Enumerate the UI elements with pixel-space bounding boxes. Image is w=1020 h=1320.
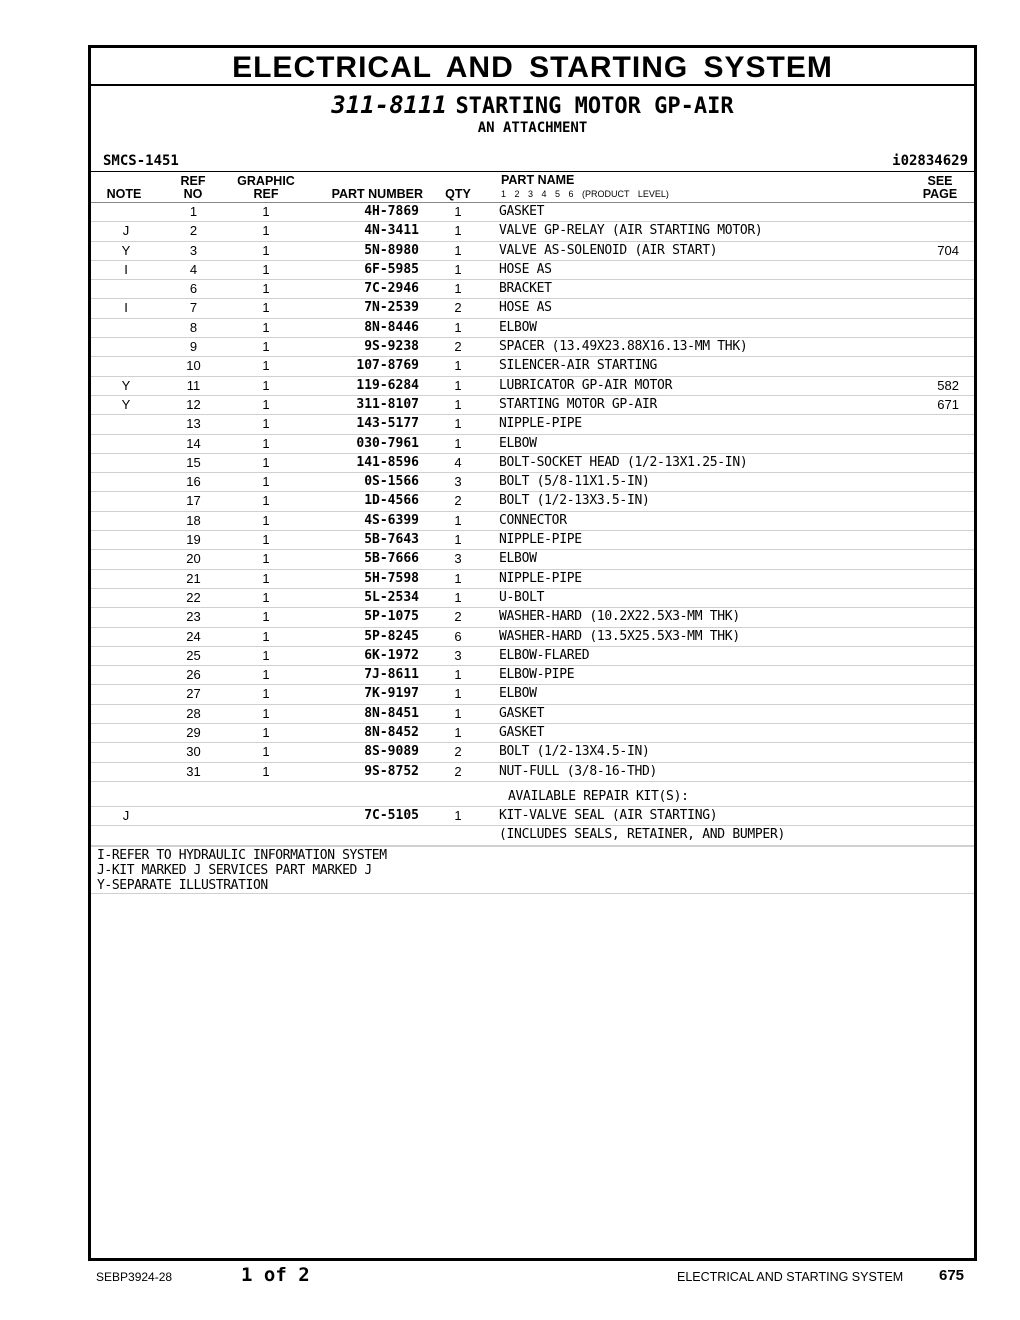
qty-cell: 2 (454, 493, 462, 509)
graphic-ref-cell: 1 (262, 300, 270, 316)
part-name-cell: VALVE GP-RELAY (AIR STARTING MOTOR) (499, 223, 763, 239)
graphic-ref-cell: 1 (262, 744, 270, 760)
footer-section: ELECTRICAL AND STARTING SYSTEM (677, 1270, 904, 1284)
graphic-ref-cell: 1 (262, 377, 270, 393)
part-name-cell: GASKET (499, 204, 545, 219)
qty-cell: 2 (454, 744, 462, 760)
table-row (91, 628, 974, 647)
table-row (91, 454, 974, 473)
repair-kit-detail: (INCLUDES SEALS, RETAINER, AND BUMPER) (499, 827, 786, 843)
part-number-cell: 119-6284 (356, 377, 419, 393)
col-see-page: SEE PAGE (922, 174, 958, 201)
part-name-cell: BOLT-SOCKET HEAD (1/2-13X1.25-IN) (499, 454, 748, 470)
table-row (91, 377, 974, 396)
table-row (91, 531, 974, 550)
part-name-cell: BOLT (1/2-13X4.5-IN) (499, 744, 650, 760)
qty-cell: 1 (454, 725, 462, 741)
table-row (91, 743, 974, 762)
qty-cell: 1 (454, 686, 462, 702)
graphic-ref-cell: 1 (262, 204, 270, 219)
part-number-cell: 143-5177 (356, 416, 419, 432)
note-cell: Y (121, 242, 131, 258)
part-name-cell: LUBRICATOR GP-AIR MOTOR (499, 377, 673, 393)
part-name-cell: NIPPLE-PIPE (499, 532, 582, 548)
note-cell: J (122, 807, 130, 823)
table-row (91, 724, 974, 743)
qty-cell: 1 (454, 705, 462, 721)
qty-cell: 3 (454, 647, 462, 663)
qty-cell: 3 (454, 551, 462, 567)
graphic-ref-cell: 1 (262, 454, 270, 470)
part-number-cell: 107-8769 (356, 358, 419, 374)
table-row (91, 763, 974, 782)
part-number-cell: 1D-4566 (364, 493, 419, 509)
ref-no-cell: 23 (186, 609, 201, 625)
part-name-cell: GASKET (499, 705, 545, 721)
part-name-cell: STARTING MOTOR GP-AIR (499, 396, 658, 412)
table-row (91, 396, 974, 415)
part-number-cell: 5N-8980 (364, 242, 419, 258)
ref-no-cell: 13 (186, 416, 201, 432)
note-cell: Y (121, 396, 131, 412)
part-number-cell: 6F-5985 (364, 261, 419, 277)
qty-cell: 1 (454, 242, 462, 258)
graphic-ref-cell: 1 (262, 532, 270, 548)
table-header (91, 171, 974, 203)
part-number-cell: 7K-9197 (364, 686, 419, 702)
graphic-ref-cell: 1 (262, 512, 270, 528)
part-name-cell: ELBOW (499, 686, 537, 702)
qty-cell: 1 (454, 589, 462, 605)
smcs-row (91, 151, 974, 171)
part-number-cell: 0S-1566 (364, 474, 419, 490)
graphic-ref-cell: 1 (262, 570, 270, 586)
part-name-cell: VALVE AS-SOLENOID (AIR START) (499, 242, 718, 258)
part-name-cell: NIPPLE-PIPE (499, 570, 582, 586)
graphic-ref-cell: 1 (262, 609, 270, 625)
parts-page-frame (88, 45, 977, 1261)
doc-id: i02834629 (892, 153, 968, 169)
qty-cell: 1 (454, 223, 462, 239)
table-row (91, 705, 974, 724)
part-name-cell: NIPPLE-PIPE (499, 416, 582, 432)
graphic-ref-cell: 1 (262, 493, 270, 509)
ref-no-cell: 27 (186, 686, 201, 702)
qty-cell: 1 (454, 435, 462, 451)
col-qty: QTY (445, 187, 471, 201)
qty-cell: 2 (454, 763, 462, 779)
table-row (91, 299, 974, 318)
ref-no-cell: 4 (189, 261, 198, 277)
ref-no-cell: 25 (186, 647, 201, 663)
part-number-cell: 5B-7643 (364, 532, 419, 548)
group-title (91, 91, 974, 119)
table-row (91, 685, 974, 704)
part-name-cell: GASKET (499, 725, 545, 741)
table-row (91, 492, 974, 511)
part-name-cell: HOSE AS (499, 300, 552, 316)
part-name-cell: BOLT (1/2-13X3.5-IN) (499, 493, 650, 509)
ref-no-cell: 18 (186, 512, 201, 528)
ref-no-cell: 17 (186, 493, 201, 509)
part-name-cell: BRACKET (499, 281, 552, 297)
note-line: J-KIT MARKED J SERVICES PART MARKED J (97, 862, 372, 878)
table-row (91, 222, 974, 241)
product-levels: 1 2 3 4 5 6 (PRODUCT LEVEL) (501, 189, 669, 199)
col-ref-no: REF NO (180, 174, 206, 201)
table-row (91, 435, 974, 454)
graphic-ref-cell: 1 (262, 358, 270, 374)
ref-no-cell: 28 (186, 705, 201, 721)
group-subtitle: AN ATTACHMENT (477, 120, 588, 136)
table-row (91, 647, 974, 666)
footer-doc-number: SEBP3924-28 (96, 1270, 173, 1284)
table-row (91, 242, 974, 261)
graphic-ref-cell: 1 (262, 242, 270, 258)
qty-cell: 2 (454, 609, 462, 625)
qty-cell: 1 (454, 416, 462, 432)
graphic-ref-cell: 1 (262, 705, 270, 721)
col-graphic-ref: GRAPHIC REF (237, 174, 295, 201)
part-number-cell: 9S-9238 (364, 339, 419, 355)
part-name-cell: SILENCER-AIR STARTING (499, 358, 658, 374)
ref-no-cell: 9 (189, 339, 198, 355)
ref-no-cell: 8 (189, 319, 198, 335)
ref-no-cell: 21 (186, 570, 201, 586)
ref-no-cell: 30 (186, 744, 201, 760)
qty-cell: 1 (454, 319, 462, 335)
page-footer (0, 1264, 1020, 1288)
graphic-ref-cell: 1 (262, 339, 270, 355)
part-name-cell: CONNECTOR (499, 512, 567, 528)
part-name-cell: SPACER (13.49X23.88X16.13-MM THK) (499, 339, 748, 355)
note-cell: I (124, 261, 128, 277)
qty-cell: 1 (454, 377, 462, 393)
part-number-cell: 9S-8752 (364, 763, 419, 779)
ref-no-cell: 11 (186, 377, 201, 393)
ref-no-cell: 26 (186, 667, 201, 683)
part-number-cell: 5H-7598 (364, 570, 419, 586)
part-name-cell: WASHER-HARD (10.2X22.5X3-MM THK) (499, 609, 740, 625)
col-note: NOTE (106, 187, 142, 201)
part-number-cell: 5L-2534 (364, 589, 419, 605)
table-row (91, 550, 974, 569)
part-number-cell: 7C-5105 (364, 807, 419, 823)
part-name-cell: NUT-FULL (3/8-16-THD) (499, 763, 658, 779)
table-row (91, 589, 974, 608)
ref-no-cell: 2 (189, 223, 198, 239)
group-name: STARTING MOTOR GP-AIR (455, 94, 734, 119)
part-number-cell: 5P-8245 (364, 628, 419, 644)
graphic-ref-cell: 1 (262, 416, 270, 432)
ref-no-cell: 14 (186, 435, 201, 451)
graphic-ref-cell: 1 (262, 281, 270, 297)
qty-cell: 1 (454, 358, 462, 374)
col-part-name: PART NAME (501, 173, 575, 187)
ref-no-cell: 29 (186, 725, 201, 741)
qty-cell: 2 (454, 300, 462, 316)
part-name-cell: HOSE AS (499, 261, 552, 277)
part-number-cell: 8N-8446 (364, 319, 419, 335)
table-row (91, 280, 974, 299)
qty-cell: 1 (454, 261, 462, 277)
ref-no-cell: 19 (186, 532, 201, 548)
qty-cell: 1 (454, 532, 462, 548)
graphic-ref-cell: 1 (262, 223, 270, 239)
table-row (91, 570, 974, 589)
part-name-cell: ELBOW (499, 319, 537, 335)
ref-no-cell: 3 (189, 242, 198, 258)
note-cell: I (124, 300, 128, 316)
notes-legend (91, 846, 974, 894)
ref-no-cell: 24 (186, 628, 201, 644)
table-row (91, 357, 974, 376)
part-number-cell: 8S-9089 (364, 744, 419, 760)
qty-cell: 1 (454, 512, 462, 528)
qty-cell: 1 (454, 396, 462, 412)
group-number: 311-8111 (331, 91, 447, 119)
ref-no-cell: 15 (186, 454, 201, 470)
see-page-cell: 582 (937, 377, 959, 393)
table-row (91, 473, 974, 492)
part-number-cell: 8N-8451 (364, 705, 419, 721)
qty-cell: 1 (454, 281, 462, 297)
ref-no-cell: 16 (186, 474, 201, 490)
part-number-cell: 141-8596 (356, 454, 419, 470)
ref-no-cell: 20 (186, 551, 201, 567)
qty-cell: 2 (454, 339, 462, 355)
part-number-cell: 7C-2946 (364, 281, 419, 297)
part-number-cell: 4S-6399 (364, 512, 419, 528)
graphic-ref-cell: 1 (262, 551, 270, 567)
note-cell: J (122, 223, 130, 239)
footer-page-number: 675 (939, 1267, 965, 1284)
ref-no-cell: 1 (189, 204, 198, 219)
ref-no-cell: 31 (186, 763, 201, 779)
see-page-cell: 704 (937, 242, 959, 258)
part-name-cell: ELBOW-FLARED (499, 647, 590, 663)
note-cell: Y (121, 377, 131, 393)
table-row (91, 512, 974, 531)
part-name-cell: ELBOW-PIPE (499, 667, 575, 683)
part-number-cell: 7J-8611 (364, 667, 419, 683)
part-number-cell: 7N-2539 (364, 300, 419, 316)
repair-kit-row (91, 807, 974, 826)
see-page-cell: 671 (937, 396, 959, 412)
graphic-ref-cell: 1 (262, 686, 270, 702)
ref-no-cell: 6 (189, 281, 198, 297)
part-name-cell: ELBOW (499, 551, 537, 567)
graphic-ref-cell: 1 (262, 763, 270, 779)
graphic-ref-cell: 1 (262, 319, 270, 335)
ref-no-cell: 12 (186, 396, 201, 412)
table-row (91, 608, 974, 627)
part-name-cell: U-BOLT (499, 589, 545, 605)
parts-table-body (91, 203, 974, 782)
graphic-ref-cell: 1 (262, 667, 270, 683)
graphic-ref-cell: 1 (262, 261, 270, 277)
graphic-ref-cell: 1 (262, 435, 270, 451)
part-name-cell: WASHER-HARD (13.5X25.5X3-MM THK) (499, 628, 740, 644)
part-number-cell: 5B-7666 (364, 551, 419, 567)
repair-kit-body (91, 807, 974, 846)
part-number-cell: 4H-7869 (364, 204, 419, 219)
part-number-cell: 030-7961 (356, 435, 419, 451)
part-name-cell: KIT-VALVE SEAL (AIR STARTING) (499, 807, 718, 823)
table-row (91, 319, 974, 338)
graphic-ref-cell: 1 (262, 589, 270, 605)
repair-kit-heading-text: AVAILABLE REPAIR KIT(S): (508, 788, 689, 804)
note-line: I-REFER TO HYDRAULIC INFORMATION SYSTEM (97, 847, 387, 863)
graphic-ref-cell: 1 (262, 396, 270, 412)
part-name-cell: BOLT (5/8-11X1.5-IN) (499, 474, 650, 490)
part-number-cell: 8N-8452 (364, 725, 419, 741)
ref-no-cell: 22 (186, 589, 201, 605)
qty-cell: 1 (454, 570, 462, 586)
note-line: Y-SEPARATE ILLUSTRATION (97, 877, 268, 893)
section-title: ELECTRICAL AND STARTING SYSTEM (91, 48, 974, 86)
footer-page-of: 1 of 2 (241, 1264, 310, 1286)
col-part-number: PART NUMBER (331, 187, 423, 201)
ref-no-cell: 10 (186, 358, 201, 374)
qty-cell: 3 (454, 474, 462, 490)
qty-cell: 1 (454, 667, 462, 683)
repair-kit-detail-row (91, 826, 974, 845)
table-row (91, 415, 974, 434)
qty-cell: 1 (454, 204, 462, 219)
table-row (91, 261, 974, 280)
graphic-ref-cell: 1 (262, 628, 270, 644)
table-row (91, 338, 974, 357)
table-row (91, 666, 974, 685)
qty-cell: 6 (454, 628, 462, 644)
graphic-ref-cell: 1 (262, 725, 270, 741)
part-name-cell: ELBOW (499, 435, 537, 451)
qty-cell: 4 (454, 454, 462, 470)
graphic-ref-cell: 1 (262, 474, 270, 490)
smcs-code: SMCS-1451 (103, 153, 179, 169)
graphic-ref-cell: 1 (262, 647, 270, 663)
qty-cell: 1 (454, 807, 462, 823)
part-number-cell: 6K-1972 (364, 647, 419, 663)
table-row (91, 203, 974, 222)
part-number-cell: 4N-3411 (364, 223, 419, 239)
part-number-cell: 311-8107 (356, 396, 419, 412)
repair-kit-heading (91, 782, 974, 807)
ref-no-cell: 7 (189, 300, 198, 316)
part-number-cell: 5P-1075 (364, 609, 419, 625)
